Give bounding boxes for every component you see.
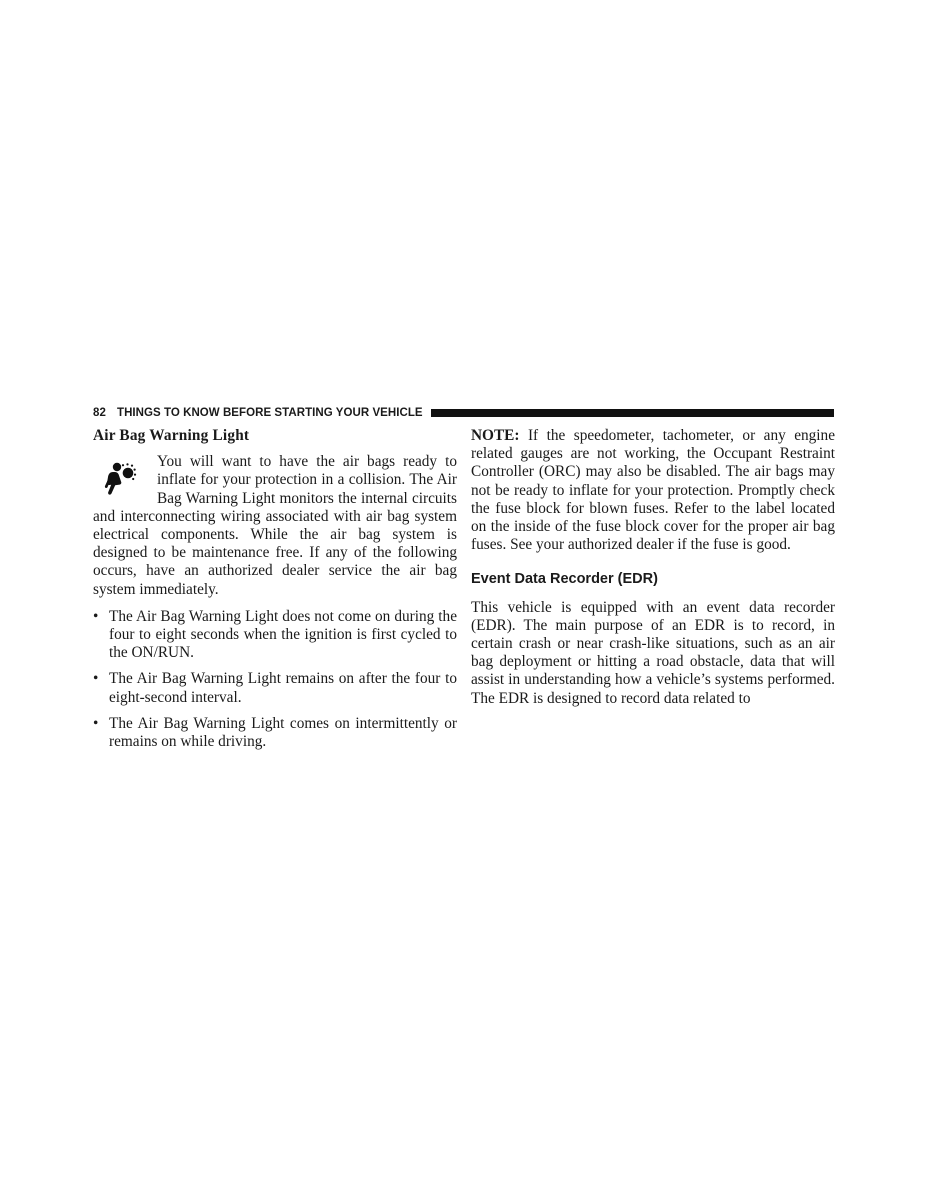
airbag-warning-icon-graphic bbox=[101, 462, 137, 496]
airbag-conditions-list bbox=[93, 608, 457, 751]
bullet-glyph: • bbox=[93, 714, 99, 732]
left-column bbox=[93, 427, 457, 759]
list-item bbox=[93, 670, 457, 706]
edr-heading: Event Data Recorder (EDR) bbox=[471, 571, 658, 588]
right-column bbox=[471, 427, 835, 708]
note-text: If the speedometer, tachometer, or any engine related gauges are not working, the Occupant Restraint Controller (ORC) may also be disabled. The air bags may not be ready to inflate for your protection. Promptly check the fuse block for blown fuses. Refer to the label located on the inside of the fuse block cover for the proper air bag fuses. See your authorized dealer if the fuse is good. bbox=[471, 427, 835, 554]
list-item bbox=[93, 608, 457, 663]
header-rule bbox=[431, 409, 834, 417]
airbag-warning-icon bbox=[93, 453, 157, 505]
bullet-text: The Air Bag Warning Light remains on after the four to eight-second interval. bbox=[109, 670, 457, 706]
bullet-text: The Air Bag Warning Light does not come on during the four to eight seconds when the ignition is first cycled to the ON/RUN. bbox=[109, 607, 457, 662]
page-header bbox=[93, 405, 834, 421]
note-label: NOTE: bbox=[471, 427, 520, 444]
edr-paragraph: This vehicle is equipped with an event data recorder (EDR). The main purpose of an EDR is to record, in certain crash or near crash-like situations, such as an air bag deployment or hitting a road obstacle, data that will assist in understanding how a vehicle’s systems performed. The EDR is designed to record data related to bbox=[471, 598, 835, 707]
section-title: THINGS TO KNOW BEFORE STARTING YOUR VEHICLE bbox=[117, 407, 423, 419]
airbag-intro-paragraph: You will want to have the air bags ready to inflate for your protection in a collision. The Air Bag Warning Light monitors the internal circuits and interconnecting wiring associated with air bag system electrical components. While the air bag system is designed to be maintenance free. If any of the following occurs, have an authorized dealer service the air bag system immediately. bbox=[93, 453, 457, 598]
bullet-text: The Air Bag Warning Light comes on intermittently or remains on while driving. bbox=[109, 714, 457, 751]
note-paragraph bbox=[471, 427, 835, 554]
list-item bbox=[93, 715, 457, 751]
airbag-warning-heading: Air Bag Warning Light bbox=[93, 427, 250, 444]
page-number: 82 bbox=[93, 407, 106, 419]
bullet-glyph: • bbox=[93, 607, 99, 625]
bullet-glyph: • bbox=[93, 670, 99, 688]
